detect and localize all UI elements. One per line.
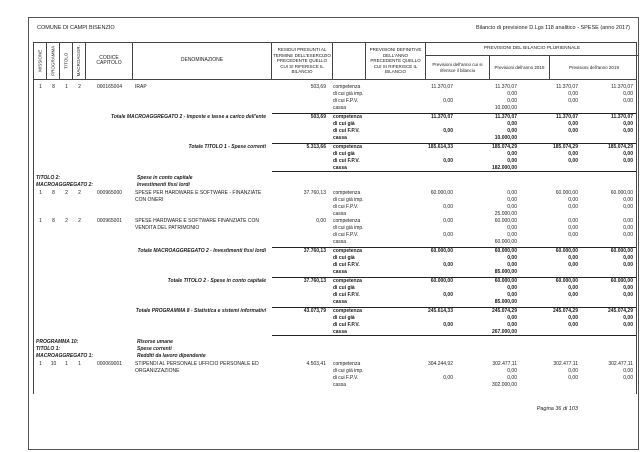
amount-value: 11.370,07 xyxy=(611,114,633,120)
table-body xyxy=(33,80,637,394)
codice-capitolo-value: 000069001 xyxy=(96,361,123,367)
section-label: PROGRAMMA 10: xyxy=(36,339,79,345)
phase-label: competenza xyxy=(333,190,361,196)
phase-label: di cui F.P.V. xyxy=(333,98,359,104)
amount-value: 245.074,29 xyxy=(552,308,578,314)
titolo-value: 1 xyxy=(65,361,68,367)
amount-value: 0,00 xyxy=(623,218,633,224)
amount-value: 0,00 xyxy=(507,262,517,268)
programma-value: 10 xyxy=(50,361,57,367)
amount-value: 0,00 xyxy=(443,128,453,134)
phase-label: di cui già imp. xyxy=(333,197,364,203)
amount-value xyxy=(393,197,454,204)
phase-label: competenza xyxy=(333,84,361,90)
col-header-macroaggr xyxy=(73,43,86,79)
amount-value xyxy=(393,255,454,262)
amount-value: 0,00 xyxy=(507,232,517,238)
phase-label: competenza xyxy=(333,308,362,314)
amount-value: 0,00 xyxy=(507,255,517,261)
amount-value: 185.074,29 xyxy=(607,144,633,150)
amount-value xyxy=(518,239,579,246)
amount-value: 25.000,00 xyxy=(494,211,517,217)
col-header-denominazione: DENOMINAZIONE xyxy=(133,43,272,79)
residui-value: 503,69 xyxy=(310,114,326,120)
amount-value: 0,00 xyxy=(507,225,517,231)
col-header-macroaggr-label: MACROAGGR. xyxy=(76,45,82,77)
amount-value: 60.000,00 xyxy=(430,278,453,284)
amount-value: 0,00 xyxy=(623,204,633,210)
amount-value xyxy=(579,382,634,389)
phase-label: di cui già xyxy=(333,151,355,157)
amount-value: 0,00 xyxy=(623,285,633,291)
phase-label: di cui F.P.V. xyxy=(333,262,360,268)
residui-value: 4.503,41 xyxy=(306,361,326,367)
denominazione-value: IRAP xyxy=(135,84,147,90)
budget-row xyxy=(34,190,636,218)
residui-value: 37.760,13 xyxy=(303,278,326,284)
amount-value: 11.370,07 xyxy=(431,84,453,90)
col-header-previsioni-2019: Previsioni dell'anno 2019 xyxy=(549,56,638,79)
amount-value: 0,00 xyxy=(443,292,453,298)
denominazione-value: SPESE HARDWARE E SOFTWARE FINANZIATE CON VENDITA DEL PATRIMONIO xyxy=(135,218,259,231)
amount-value xyxy=(393,135,454,142)
total-row xyxy=(34,277,636,306)
phase-label: di cui già imp. xyxy=(333,368,364,374)
amount-value xyxy=(393,315,454,322)
col-header-pluriennale-title: PREVISIONI DEL BILANCIO PLURIENNALE xyxy=(426,43,638,56)
amount-value xyxy=(518,269,579,276)
amount-value: 0,00 xyxy=(507,98,517,104)
phase-label: cassa xyxy=(333,135,347,141)
amount-value: 85.000,00 xyxy=(494,269,517,275)
amount-value: 0,00 xyxy=(507,368,517,374)
municipality-name: COMUNE DI CAMPI BISENZIO xyxy=(37,25,115,31)
amount-value: 0,00 xyxy=(623,232,633,238)
phase-label: cassa xyxy=(333,211,347,217)
total-label: Totale PROGRAMMA 8 - Statistica e sistemi informativi xyxy=(135,308,266,314)
amount-value: 0,00 xyxy=(568,232,578,238)
amount-value: 245.074,29 xyxy=(491,308,517,314)
phase-label: cassa xyxy=(333,105,347,111)
missione-value: 1 xyxy=(39,190,42,196)
amount-value xyxy=(393,382,454,389)
amount-value: 0,00 xyxy=(568,197,578,203)
phase-label: competenza xyxy=(333,218,361,224)
amount-value: 0,00 xyxy=(507,151,517,157)
amount-value xyxy=(579,299,634,306)
amount-value: 185.074,29 xyxy=(491,144,517,150)
amount-value: 60.000,00 xyxy=(430,190,453,196)
residui-value: 503,69 xyxy=(310,84,326,90)
amount-value: 85.000,00 xyxy=(494,299,517,305)
amount-value: 0,00 xyxy=(623,322,633,328)
amount-value: 0,00 xyxy=(507,197,517,203)
amount-value: 60.000,00 xyxy=(555,248,578,254)
amount-value: 0,00 xyxy=(443,158,453,164)
amount-value xyxy=(393,239,454,246)
amount-value xyxy=(579,211,634,218)
col-header-previsioni-anno-riferimento: Previsioni dell'anno cui si riferisce il bilancio xyxy=(432,62,483,73)
total-row xyxy=(34,113,636,142)
phase-label: competenza xyxy=(333,248,362,254)
amount-value: 60.000,00 xyxy=(494,218,517,224)
section-label: TITOLO 1: xyxy=(36,346,61,352)
amount-value: 245.614,33 xyxy=(427,308,453,314)
amount-value: 0,00 xyxy=(568,368,578,374)
total-row xyxy=(34,247,636,276)
amount-value: 0,00 xyxy=(623,368,633,374)
amount-value: 0,00 xyxy=(507,204,517,210)
amount-value xyxy=(393,91,454,98)
phase-label: cassa xyxy=(333,382,347,388)
amount-value xyxy=(393,285,454,292)
amount-value: 0,00 xyxy=(568,375,578,381)
amount-value: 0,00 xyxy=(507,322,517,328)
amount-value: 0,00 xyxy=(568,128,578,134)
macroaggregato-value: 2 xyxy=(78,218,81,224)
amount-value: 0,00 xyxy=(568,98,578,104)
amount-value xyxy=(579,239,634,246)
amount-value: 267.000,00 xyxy=(491,329,517,335)
page-number: Pagina 36 di 103 xyxy=(536,406,578,412)
amount-value: 60.000,00 xyxy=(610,278,633,284)
amount-value xyxy=(393,329,454,336)
phase-label: competenza xyxy=(333,278,362,284)
phase-label: di cui F.P.V. xyxy=(333,158,360,164)
amount-value: 0,00 xyxy=(507,190,517,196)
section-header xyxy=(34,339,636,360)
amount-value: 11.370,07 xyxy=(611,84,633,90)
col-header-titolo-label: TITOLO xyxy=(63,52,69,70)
programma-value: 8 xyxy=(52,218,55,224)
macroaggregato-value: 2 xyxy=(78,190,81,196)
amount-value: 0,00 xyxy=(623,262,633,268)
phase-label: di cui già imp. xyxy=(333,225,364,231)
amount-value: 0,00 xyxy=(623,225,633,231)
amount-value: 0,00 xyxy=(568,292,578,298)
amount-value xyxy=(579,165,634,172)
section-description: Redditi da lavoro dipendente xyxy=(137,353,206,359)
section-label: MACROAGGREGATO 2: xyxy=(36,182,94,188)
total-row xyxy=(34,307,636,336)
amount-value: 0,00 xyxy=(623,158,633,164)
amount-value: 0,00 xyxy=(568,121,578,127)
amount-value xyxy=(579,135,634,142)
amount-value: 0,00 xyxy=(623,128,633,134)
amount-value xyxy=(393,299,454,306)
amount-value: 0,00 xyxy=(507,315,517,321)
amount-value xyxy=(518,165,579,172)
amount-value: 0,00 xyxy=(507,375,517,381)
residui-value: 0,00 xyxy=(316,218,326,224)
amount-value: 60.000,00 xyxy=(555,278,578,284)
phase-label: cassa xyxy=(333,239,347,245)
amount-value: 0,00 xyxy=(568,255,578,261)
amount-value xyxy=(393,269,454,276)
phase-label: di cui già xyxy=(333,315,355,321)
amount-value: 0,00 xyxy=(443,98,453,104)
denominazione-value: STIPENDI AL PERSONALE UFFICIO PERSONALE ED ORGANIZZAZIONE xyxy=(135,361,259,374)
amount-value xyxy=(579,269,634,276)
amount-value: 0,00 xyxy=(443,322,453,328)
amount-value xyxy=(518,105,579,112)
missione-value: 1 xyxy=(39,84,42,90)
section-header xyxy=(34,175,636,189)
total-label: Totale MACROAGGREGATO 2 - Imposte e tasse a carico dell'ente xyxy=(110,114,266,120)
col-header-titolo xyxy=(60,43,73,79)
section-label: TITOLO 2: xyxy=(36,175,61,181)
codice-capitolo-value: 000165004 xyxy=(96,84,123,90)
amount-value: 11.370,07 xyxy=(431,114,453,120)
section-description: Risorse umane xyxy=(137,339,173,345)
amount-value xyxy=(393,165,454,172)
col-header-phase-labels xyxy=(333,43,366,79)
budget-row xyxy=(34,84,636,112)
amount-value: 0,00 xyxy=(568,151,578,157)
phase-label: di cui F.P.V. xyxy=(333,128,360,134)
amount-value: 0,00 xyxy=(507,121,517,127)
residui-value: 37.760,13 xyxy=(303,190,326,196)
amount-value: 0,00 xyxy=(568,91,578,97)
budget-table xyxy=(33,42,637,394)
phase-label: competenza xyxy=(333,114,362,120)
macroaggregato-value: 1 xyxy=(78,361,81,367)
missione-value: 1 xyxy=(39,361,42,367)
amount-value: 0,00 xyxy=(623,121,633,127)
col-header-programma-label: PROGRAMMA xyxy=(50,45,56,77)
residui-value: 5.313,66 xyxy=(306,144,326,150)
budget-row xyxy=(34,361,636,389)
amount-value: 304.244,92 xyxy=(427,361,453,367)
amount-value: 60.000,00 xyxy=(555,190,578,196)
amount-value: 0,00 xyxy=(507,285,517,291)
amount-value: 10.000,00 xyxy=(494,105,517,111)
amount-value xyxy=(518,299,579,306)
amount-value: 302.477,11 xyxy=(608,361,633,367)
section-description: Spese in conto capitale xyxy=(137,175,193,181)
amount-value: 182.000,00 xyxy=(491,165,517,171)
amount-value: 0,00 xyxy=(443,262,453,268)
denominazione-value: SPESE PER HARDWARE E SOFTWARE - FINANZIATE CON ONERI xyxy=(135,190,262,203)
section-label: MACROAGGREGATO 1: xyxy=(36,353,94,359)
total-label: Totale TITOLO 1 - Spese correnti xyxy=(188,144,266,150)
budget-row xyxy=(34,218,636,246)
phase-label: cassa xyxy=(333,269,347,275)
total-row xyxy=(34,143,636,172)
amount-value: 0,00 xyxy=(623,255,633,261)
total-label: Totale MACROAGGREGATO 2 - Investimenti fissi lordi xyxy=(137,248,266,254)
amount-value xyxy=(393,151,454,158)
phase-label: di cui già xyxy=(333,285,355,291)
amount-value: 0,00 xyxy=(568,225,578,231)
amount-value: 60.000,00 xyxy=(494,248,517,254)
amount-value xyxy=(393,105,454,112)
amount-value: 60.000,00 xyxy=(610,248,633,254)
amount-value xyxy=(393,121,454,128)
total-label: Totale TITOLO 2 - Spese in conto capitale xyxy=(167,278,266,284)
amount-value: 0,00 xyxy=(568,218,578,224)
amount-value: 0,00 xyxy=(623,98,633,104)
col-header-previsioni-definitive: PREVISIONI DEFINITIVE DELL'ANNO PRECEDENTE QUELLO CUI SI RIFERISCE IL BILANCIO xyxy=(366,43,426,79)
amount-value: 0,00 xyxy=(623,197,633,203)
amount-value: 0,00 xyxy=(568,322,578,328)
amount-value: 11.370,07 xyxy=(556,114,578,120)
section-description: Spese correnti xyxy=(137,346,172,352)
amount-value: 302.477,11 xyxy=(553,361,578,367)
col-header-missione-label: MISSIONE xyxy=(37,49,43,73)
amount-value: 11.370,07 xyxy=(556,84,578,90)
amount-value: 0,00 xyxy=(623,91,633,97)
section-description: Investimenti fissi lordi xyxy=(137,182,190,188)
titolo-value: 2 xyxy=(65,218,68,224)
phase-label: competenza xyxy=(333,361,361,367)
phase-label: cassa xyxy=(333,299,347,305)
programma-value: 8 xyxy=(52,84,55,90)
amount-value: 0,00 xyxy=(443,218,453,224)
amount-value: 0,00 xyxy=(443,204,453,210)
amount-value: 0,00 xyxy=(623,315,633,321)
phase-label: competenza xyxy=(333,144,362,150)
phase-label: di cui F.P.V. xyxy=(333,292,360,298)
amount-value xyxy=(393,225,454,232)
table-header xyxy=(33,42,637,80)
amount-value: 0,00 xyxy=(507,128,517,134)
amount-value: 0,00 xyxy=(568,285,578,291)
amount-value: 0,00 xyxy=(507,292,517,298)
macroaggregato-value: 2 xyxy=(78,84,81,90)
amount-value: 0,00 xyxy=(623,151,633,157)
amount-value: 0,00 xyxy=(443,232,453,238)
residui-value: 37.760,13 xyxy=(303,248,326,254)
phase-label: di cui F.P.V. xyxy=(333,204,359,210)
phase-label: di cui già xyxy=(333,121,355,127)
amount-value xyxy=(579,105,634,112)
amount-value: 0,00 xyxy=(623,375,633,381)
col-header-programma xyxy=(47,43,60,79)
amount-value xyxy=(393,368,454,375)
amount-value: 10.000,00 xyxy=(494,135,517,141)
amount-value: 245.074,29 xyxy=(607,308,633,314)
col-header-missione xyxy=(34,43,47,79)
amount-value xyxy=(518,135,579,142)
phase-label: di cui già imp. xyxy=(333,91,364,97)
col-header-previsioni-2018: Previsioni dell'anno 2018 xyxy=(489,56,549,79)
amount-value: 0,00 xyxy=(443,375,453,381)
codice-capitolo-value: 000965001 xyxy=(96,218,123,224)
phase-label: di cui F.P.V. xyxy=(333,232,359,238)
amount-value xyxy=(518,382,579,389)
amount-value: 0,00 xyxy=(507,91,517,97)
pluriennale-subheaders xyxy=(426,56,638,79)
amount-value xyxy=(579,329,634,336)
phase-label: di cui già xyxy=(333,255,355,261)
amount-value: 185.074,29 xyxy=(552,144,578,150)
phase-label: di cui F.P.V. xyxy=(333,375,359,381)
amount-value: 60.000,00 xyxy=(494,239,517,245)
amount-value: 185.614,33 xyxy=(427,144,453,150)
phase-label: cassa xyxy=(333,329,347,335)
codice-capitolo-value: 000965000 xyxy=(96,190,123,196)
phase-label: cassa xyxy=(333,165,347,171)
amount-value xyxy=(393,211,454,218)
amount-value: 11.370,07 xyxy=(495,84,517,90)
titolo-value: 2 xyxy=(65,190,68,196)
amount-value: 60.000,00 xyxy=(494,278,517,284)
amount-value: 302.000,00 xyxy=(491,382,517,388)
amount-value: 60.000,00 xyxy=(610,190,633,196)
residui-value: 43.073,79 xyxy=(303,308,326,314)
amount-value: 0,00 xyxy=(623,292,633,298)
amount-value: 0,00 xyxy=(568,204,578,210)
col-header-codice-capitolo: CODICE CAPITOLO xyxy=(86,43,133,79)
col-header-pluriennale xyxy=(426,43,638,79)
amount-value: 302.477,11 xyxy=(492,361,517,367)
amount-value xyxy=(518,329,579,336)
amount-value xyxy=(518,211,579,218)
amount-value: 0,00 xyxy=(568,262,578,268)
missione-value: 1 xyxy=(39,218,42,224)
amount-value: 60.000,00 xyxy=(430,248,453,254)
amount-value: 0,00 xyxy=(568,158,578,164)
phase-label: di cui F.P.V. xyxy=(333,322,360,328)
titolo-value: 1 xyxy=(65,84,68,90)
programma-value: 8 xyxy=(52,190,55,196)
col-header-residui-presunti: RESIDUI PRESUNTI AL TERMINE DELL'ESERCIZIO PRECEDENTE QUELLO CUI SI RIFERISCE IL BILANCIO xyxy=(272,43,333,79)
document-title: Bilancio di previsione D.Lgs 118 analitico - SPESE (anno 2017) xyxy=(476,25,630,31)
amount-value: 0,00 xyxy=(568,315,578,321)
amount-value: 11.370,07 xyxy=(495,114,517,120)
amount-value: 0,00 xyxy=(507,158,517,164)
